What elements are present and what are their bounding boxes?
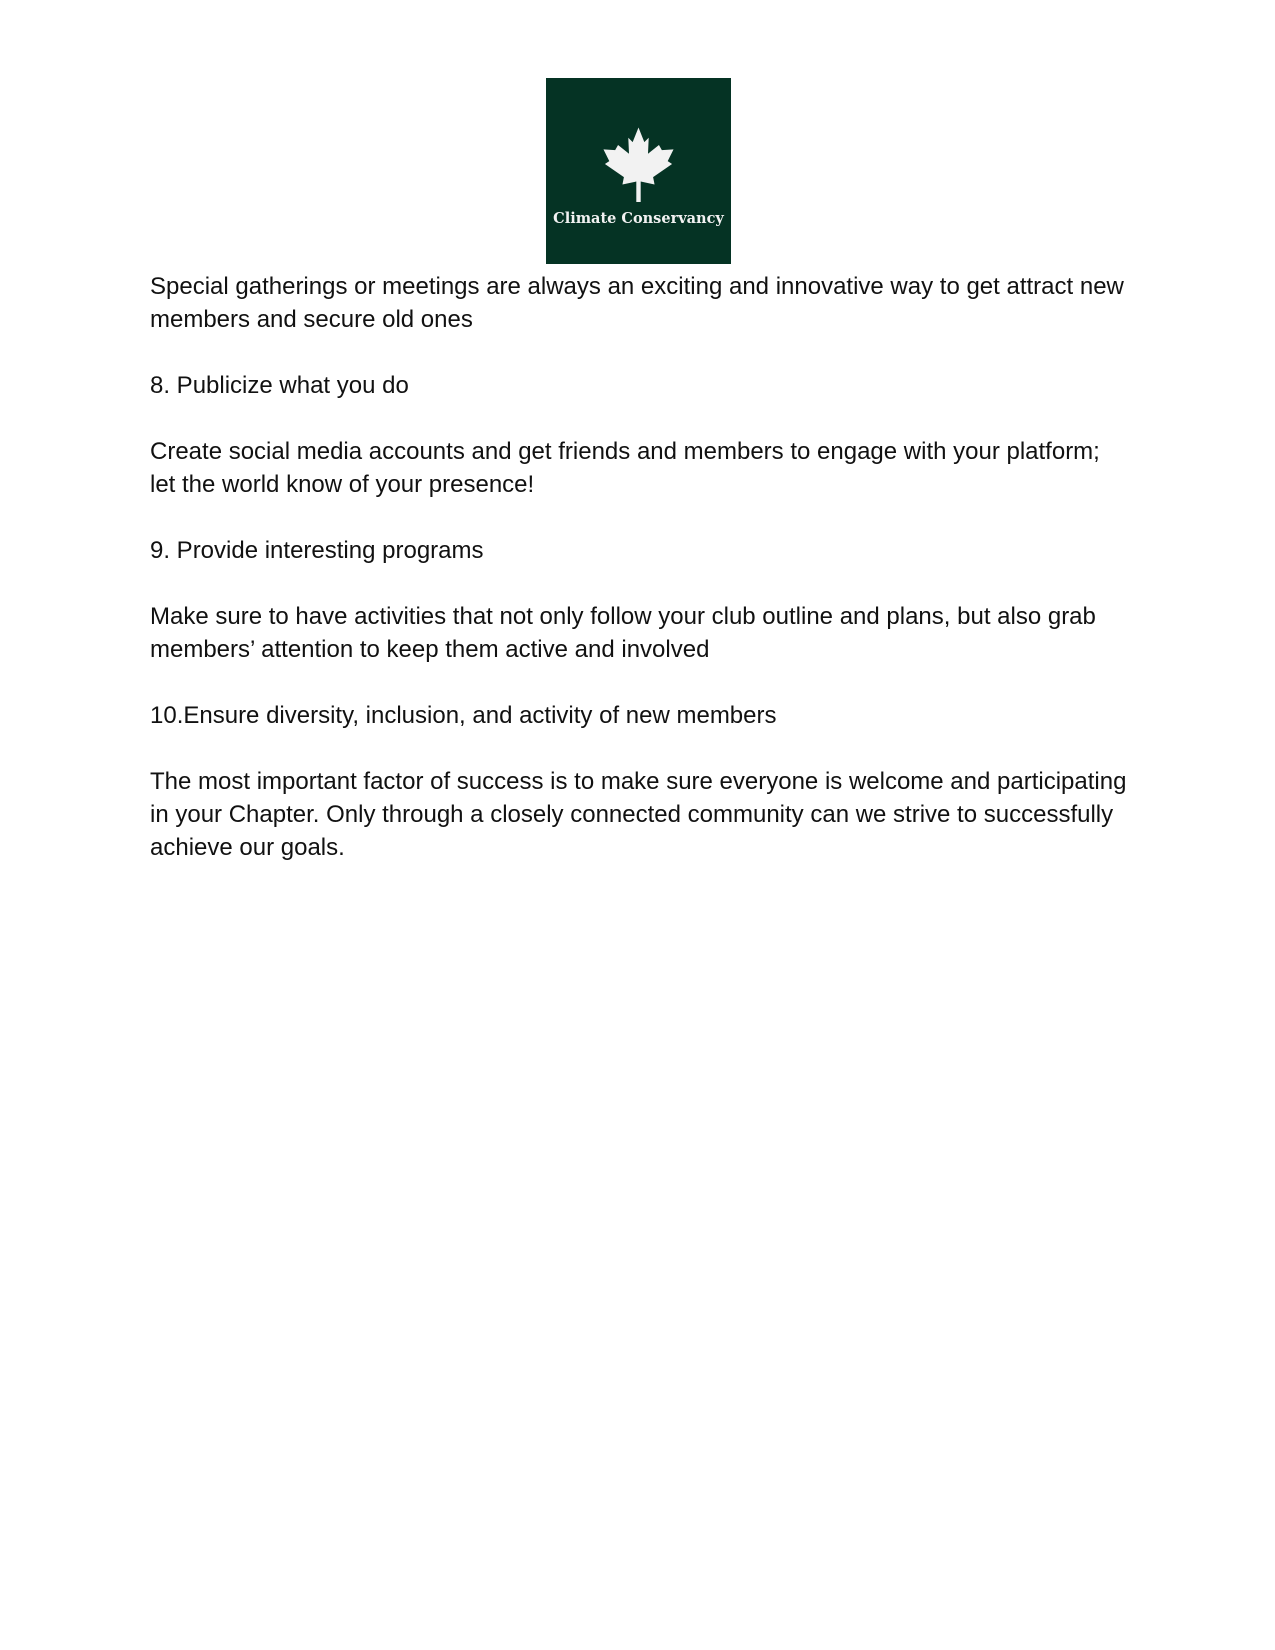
item-10-heading: 10.Ensure diversity, inclusion, and activity of new members	[150, 702, 777, 729]
item-8-text: Create social media accounts and get friends and members to engage with your platform; let the world know of your presence!	[150, 438, 1100, 498]
climate-conservancy-logo	[546, 78, 731, 264]
item-9-heading: 9. Provide interesting programs	[150, 537, 484, 564]
logo-org-name: Climate Conservancy	[553, 210, 724, 227]
item-10-text: The most important factor of success is to make sure everyone is welcome and participating in your Chapter. Only through a closely connected community can we strive to successfully achieve our goals.	[150, 768, 1127, 861]
document-body	[150, 270, 1130, 897]
intro-paragraph: Special gatherings or meetings are always an exciting and innovative way to get attract new members and secure old ones	[150, 273, 1124, 333]
item-8-heading: 8. Publicize what you do	[150, 372, 409, 399]
item-9-text: Make sure to have activities that not only follow your club outline and plans, but also grab members’ attention to keep them active and involved	[150, 603, 1096, 663]
maple-leaf-icon	[602, 126, 675, 202]
